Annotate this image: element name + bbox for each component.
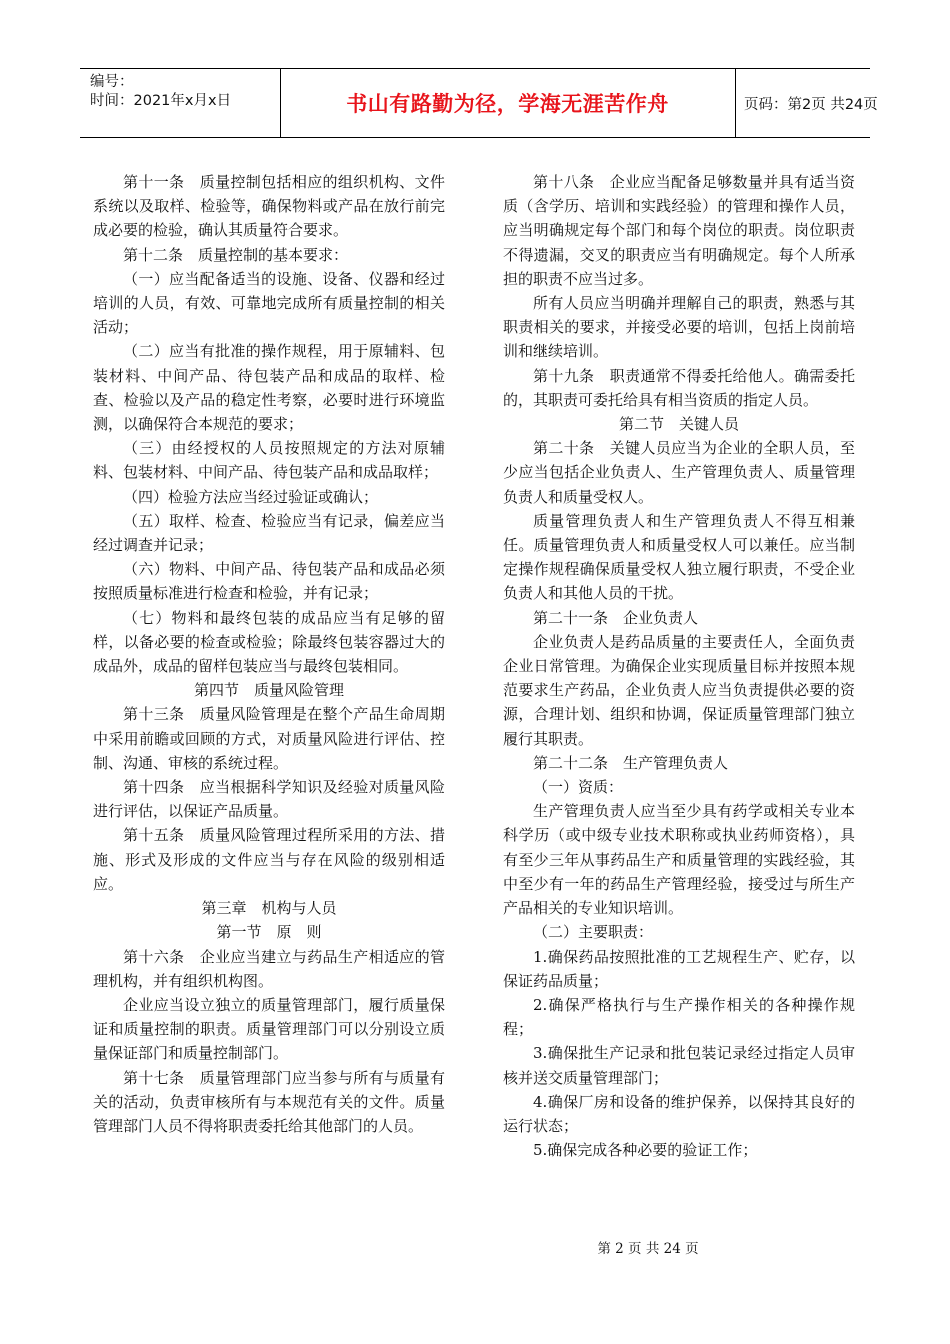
section-heading: 第二节 关键人员 [618, 415, 739, 434]
paragraph: 第十九条 职责通常不得委托给他人。确需委托的，其职责可委托给具有相当资质的指定人员。 [503, 366, 855, 409]
paragraph: （一）资质： [533, 778, 624, 797]
list-item: 3.确保批生产记录和批包装记录经过指定人员审核并送交质量管理部门； [503, 1044, 855, 1087]
page-header [80, 68, 878, 138]
paragraph: 企业应当设立独立的质量管理部门，履行质量保证和质量控制的职责。质量管理部门可以分别设立质量保证部门和质量控制部门。 [93, 995, 445, 1063]
paragraph: （二）应当有批准的操作规程，用于原辅料、包装材料、中间产品、待包装产品和成品的取样、检查、检验以及产品的稳定性考察，必要时进行环境监测，以确保符合本规范的要求； [93, 342, 445, 434]
list-item: 4.确保厂房和设备的维护保养，以保持其良好的运行状态； [503, 1092, 855, 1135]
paragraph: 第十五条 质量风险管理过程所采用的方法、措施、形式及形成的文件应当与存在风险的级别相适应。 [93, 826, 445, 893]
footer-page-number: 第 2 页 共 24 页 [597, 1241, 699, 1257]
paragraph: 企业负责人是药品质量的主要责任人，全面负责企业日常管理。为确保企业实现质量目标并按照本规范要求生产药品，企业负责人应当负责提供必要的资源，合理计划、组织和协调，保证质量管理部门独立履行其职责。 [503, 632, 855, 748]
paragraph: （一）应当配备适当的设施、设备、仪器和经过培训的人员，有效、可靠地完成所有质量控制的相关活动； [93, 269, 445, 337]
header-motto: 书山有路勤为径，学海无涯苦作舟 [346, 92, 669, 116]
paragraph: 第十八条 企业应当配备足够数量并具有适当资质（含学历、培训和实践经验）的管理和操作人员，应当明确规定每个部门和每个岗位的职责。岗位职责不得遗漏，交叉的职责应当有明确规定。每个人所承担的职责不应当过多。 [503, 173, 855, 288]
paragraph: （七）物料和最终包装的成品应当有足够的留样，以备必要的检查或检验；除最终包装容器过大的成品外，成品的留样包装应当与最终包装相同。 [93, 608, 445, 676]
document-time-label: 时间：2021年x月x日 [90, 93, 232, 109]
document-number-label: 编号： [90, 74, 134, 90]
paragraph: 第十一条 质量控制包括相应的组织机构、文件系统以及取样、检验等，确保物料或产品在放行前完成必要的检验，确认其质量符合要求。 [93, 173, 445, 240]
paragraph: 第二十二条 生产管理负责人 [533, 753, 729, 772]
paragraph: （二）主要职责： [533, 923, 654, 942]
list-item: 5.确保完成各种必要的验证工作； [533, 1141, 758, 1160]
list-item: 1.确保药品按照批准的工艺规程生产、贮存，以保证药品质量； [503, 947, 855, 990]
left-column [93, 170, 445, 1138]
section-heading: 第一节 原 则 [216, 923, 322, 942]
paragraph: 所有人员应当明确并理解自己的职责，熟悉与其职责相关的要求，并接受必要的培训，包括上岗前培训和继续培训。 [503, 294, 855, 361]
chapter-heading: 第三章 机构与人员 [201, 899, 337, 918]
paragraph: （四）检验方法应当经过验证或确认； [123, 487, 379, 506]
paragraph: 质量管理负责人和生产管理负责人不得互相兼任。质量管理负责人和质量受权人可以兼任。应当制定操作规程确保质量受权人独立履行职责，不受企业负责人和其他人员的干扰。 [503, 511, 855, 603]
paragraph: 第十三条 质量风险管理是在整个产品生命周期中采用前瞻或回顾的方式，对质量风险进行评估、控制、沟通、审核的系统过程。 [93, 705, 445, 772]
paragraph: 第十二条 质量控制的基本要求： [123, 245, 349, 264]
list-item: 2.确保严格执行与生产操作相关的各种操作规程； [503, 995, 855, 1039]
paragraph: 生产管理负责人应当至少具有药学或相关专业本科学历（或中级专业技术职称或执业药师资格），具有至少三年从事药品生产和质量管理的实践经验，其中至少有一年的药品生产管理经验，接受过与所生产产品相关的专业知识培训。 [503, 802, 855, 918]
paragraph: 第二十一条 企业负责人 [533, 608, 699, 627]
right-column [503, 170, 855, 1162]
section-heading: 第四节 质量风险管理 [193, 681, 344, 700]
paragraph: （五）取样、检查、检验应当有记录，偏差应当经过调查并记录； [93, 511, 445, 555]
paragraph: （六）物料、中间产品、待包装产品和成品必须按照质量标准进行检查和检验，并有记录； [93, 560, 445, 603]
paragraph: 第二十条 关键人员应当为企业的全职人员，至少应当包括企业负责人、生产管理负责人、质量管理负责人和质量受权人。 [503, 439, 855, 506]
paragraph: 第十六条 企业应当建立与药品生产相适应的管理机构，并有组织机构图。 [93, 947, 445, 990]
page-footer [0, 1237, 950, 1257]
header-page-info: 页码：第2页 共24页 [744, 96, 878, 113]
paragraph: （三）由经授权的人员按照规定的方法对原辅料、包装材料、中间产品、待包装产品和成品取样； [93, 439, 445, 482]
paragraph: 第十七条 质量管理部门应当参与所有与质量有关的活动，负责审核所有与本规范有关的文件。质量管理部门人员不得将职责委托给其他部门的人员。 [93, 1068, 445, 1135]
header-meta [80, 69, 280, 137]
paragraph: 第十四条 应当根据科学知识及经验对质量风险进行评估，以保证产品质量。 [93, 778, 445, 821]
